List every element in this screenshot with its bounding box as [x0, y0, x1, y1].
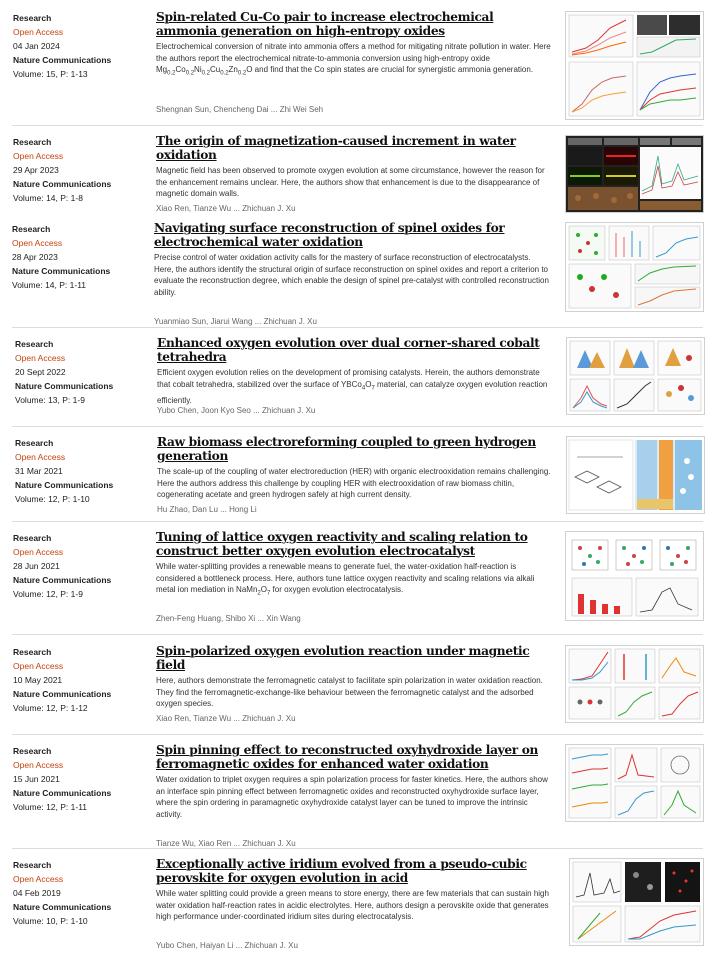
author-list: Yuanmiao Sun, Jiarui Wang ... Zhichuan J. Xu — [154, 317, 317, 326]
publication-date: 20 Sept 2022 — [15, 367, 66, 377]
article-figure-thumbnail[interactable] — [566, 436, 705, 514]
article-content — [157, 435, 555, 514]
abstract-text: material, can catalyze oxygen evolution reaction efficiently. — [157, 379, 548, 405]
author-link[interactable]: Yuanmiao Sun — [154, 317, 207, 326]
publication-date: 10 May 2021 — [13, 675, 63, 685]
open-access-badge: Open Access — [13, 760, 64, 770]
article-meta — [12, 222, 147, 292]
article-type: Research — [13, 533, 52, 543]
article-title-link[interactable]: Exceptionally active iridium evolved from a pseudo-cubic perovskite for oxygen evolution in acid — [156, 857, 527, 885]
article-title-link[interactable]: Spin pinning effect to reconstructed oxyhydroxide layer on ferromagnetic oxides for enhanced water oxidation — [156, 743, 539, 771]
author-link[interactable]: Xiao Ren — [156, 204, 189, 213]
journal-name: Nature Communications — [13, 788, 112, 798]
article-title-link[interactable]: Spin-polarized oxygen evolution reaction under magnetic field — [156, 644, 530, 672]
journal-name: Nature Communications — [15, 381, 114, 391]
chemical-formula: $YBCo_4O_7$ — [340, 379, 375, 392]
article-figure-thumbnail[interactable] — [565, 135, 704, 213]
open-access-badge: Open Access — [13, 151, 64, 161]
article-figure-thumbnail[interactable] — [569, 858, 704, 946]
author-ellipsis: ... — [253, 406, 260, 415]
figure-image — [566, 136, 703, 212]
figure-image — [566, 745, 703, 821]
article-divider — [12, 734, 703, 735]
volume-info: Volume: 15, P: 1-13 — [13, 69, 88, 79]
journal-name: Nature Communications — [13, 575, 112, 585]
author-list: Shengnan Sun, Chencheng Dai ... Zhi Wei Seh — [156, 105, 324, 114]
volume-info: Volume: 12, P: 1-12 — [13, 703, 88, 713]
article-figure-thumbnail[interactable] — [565, 11, 704, 120]
article-content — [157, 336, 555, 415]
abstract-text: for oxygen evolution electrocatalysis. — [270, 585, 404, 595]
article-abstract — [156, 41, 554, 80]
figure-image — [566, 223, 703, 311]
figure-image — [566, 646, 703, 722]
article-figure-thumbnail[interactable] — [565, 531, 704, 621]
open-access-badge: Open Access — [15, 353, 66, 363]
volume-info: Volume: 10, P: 1-10 — [13, 916, 88, 926]
figure-image — [570, 859, 703, 945]
article-type: Research — [12, 224, 51, 234]
article-type: Research — [15, 339, 54, 349]
article-content — [156, 857, 554, 950]
article-type: Research — [13, 647, 52, 657]
journal-name: Nature Communications — [13, 179, 112, 189]
open-access-badge: Open Access — [13, 874, 64, 884]
volume-info: Volume: 14, P: 1-11 — [12, 280, 87, 290]
publication-date: 29 Apr 2023 — [13, 165, 59, 175]
author-link[interactable]: Tianze Wu — [156, 839, 194, 848]
author-ellipsis: ... — [233, 204, 240, 213]
article-type: Research — [13, 860, 52, 870]
chemical-formula: $NaMn_2O_7$ — [236, 585, 271, 597]
author-link[interactable]: Dan Lu — [192, 505, 218, 514]
article-content — [154, 221, 552, 326]
author-list: Tianze Wu, Xiao Ren ... Zhichuan J. Xu — [156, 839, 296, 848]
article-meta — [15, 337, 150, 407]
journal-name: Nature Communications — [15, 480, 114, 490]
publication-date: 04 Jan 2024 — [13, 41, 60, 51]
article-divider — [12, 521, 703, 522]
author-link[interactable]: Zhichuan J. Xu — [263, 317, 317, 326]
article-title-link[interactable]: Enhanced oxygen evolution over dual corner-shared cobalt tetrahedra — [157, 336, 540, 364]
article-abstract: Precise control of water oxidation activity calls for the mastery of surface reconstruction of electrocatalysts. Here, the authors identify the structural origin of surface reconstruction on spinel oxides and report a criterion to evaluate the reconstruction degree, which enable the design of spinel pre-catalyst with controlled reconstruction ability. — [154, 253, 549, 297]
article-content — [156, 10, 554, 114]
article-meta — [13, 744, 148, 814]
publication-date: 28 Apr 2023 — [12, 252, 58, 262]
article-abstract — [157, 367, 555, 406]
open-access-badge: Open Access — [12, 238, 63, 248]
figure-image — [567, 338, 704, 414]
open-access-badge: Open Access — [13, 661, 64, 671]
abstract-text: While water-splitting provides a renewable means to generate fuel, the water-oxidation half-reaction is considered a bottleneck process. Here, authors tune lattice oxygen reactivity and scaling relations via alkali metal ion mediation in — [156, 562, 535, 595]
article-title-link[interactable]: The origin of magnetization-caused increment in water oxidation — [156, 134, 516, 162]
publication-date: 28 Jun 2021 — [13, 561, 60, 571]
article-figure-thumbnail[interactable] — [565, 645, 704, 723]
article-abstract: Magnetic field has been observed to promote oxygen evolution at some circumstance, however the reason for the enhancement remains unclear. Here, the authors show that enhancement is due to the disappearance of magnetic domain walls. — [156, 166, 545, 199]
article-content — [156, 644, 554, 723]
article-abstract: Here, authors demonstrate the ferromagnetic catalyst to facilitate spin polarization in water oxidation reaction. They find the ferromagnetic-exchange-like behaviour between the ferromagnetic catalyst and the adsorbed oxygen species. — [156, 676, 543, 709]
abstract-text: Efficient oxygen evolution relies on the development of promising catalysts. Herein, the authors demonstrate that cobalt tetrahedra, stabilized over the surface of — [157, 368, 540, 389]
author-link[interactable]: Zhi Wei Seh — [279, 105, 324, 114]
article-title-link[interactable]: Spin-related Cu-Co pair to increase electrochemical ammonia generation on high-entropy oxides — [156, 10, 494, 38]
figure-image — [566, 532, 703, 620]
author-link[interactable]: Jiarui Wang — [210, 317, 253, 326]
article-meta — [13, 645, 148, 715]
author-link[interactable]: Tianze Wu — [193, 714, 232, 723]
article-abstract: The scale-up of the coupling of water electroreduction (HER) with organic electrooxidation remains challenging. Here the authors address this challenge by coupling HER with electrooxidation of raw biomass chitin, cogenerating acetate and green hydrogen safely at high current density. — [157, 467, 551, 500]
volume-info: Volume: 13, P: 1-9 — [15, 395, 85, 405]
author-ellipsis: ... — [220, 505, 227, 514]
volume-info: Volume: 12, P: 1-9 — [13, 589, 83, 599]
author-link[interactable]: Chencheng Dai — [213, 105, 269, 114]
article-abstract: Water oxidation to triplet oxygen requires a spin polarization process for faster kinetics. Here, the authors show an interface spin pinning effect between ferromagnetic oxides and reconstructed oxyhydroxide surface layer, where the spin ordering in paramagnetic oxyhydroxide catalyst layer can be tuned to improve the intrinsic activity. — [156, 775, 548, 819]
author-link[interactable]: Shibo Xi — [225, 614, 256, 623]
article-type: Research — [13, 13, 52, 23]
article-meta — [15, 436, 150, 506]
article-type: Research — [15, 438, 54, 448]
author-ellipsis: ... — [235, 941, 243, 950]
abstract-text: and find that the Co spin states are crucial for synergistic ammonia generation. — [252, 65, 534, 75]
article-divider — [12, 426, 703, 427]
publication-date: 15 Jun 2021 — [13, 774, 60, 784]
abstract-text: Electrochemical conversion of nitrate into ammonia offers a method for mitigating nitrate pollution in water. Here the authors report the electrochemical nitrate-to-ammonia conversion using high-entropy oxide — [156, 42, 551, 63]
article-meta — [13, 135, 148, 205]
article-figure-thumbnail[interactable] — [565, 222, 704, 312]
journal-name: Nature Communications — [12, 266, 111, 276]
author-link[interactable]: Zhichuan J. Xu — [242, 204, 296, 213]
author-list: Yubo Chen, Haiyan Li ... Zhichuan J. Xu — [156, 941, 298, 950]
journal-name: Nature Communications — [13, 902, 112, 912]
author-link[interactable]: Yubo Chen — [156, 941, 196, 950]
author-link[interactable]: Yubo Chen — [157, 406, 197, 415]
article-type: Research — [13, 137, 52, 147]
author-list: Xiao Ren, Tianze Wu ... Zhichuan J. Xu — [156, 204, 296, 213]
author-link[interactable]: Hong Li — [229, 505, 257, 514]
article-meta — [13, 531, 148, 601]
figure-image — [567, 437, 704, 513]
article-content — [156, 743, 554, 848]
chemical-formula: $Mg_{0.2}Co_{0.2}Ni_{0.2}Cu_{0.2}Zn_{0.2}O$ — [156, 65, 253, 77]
publication-date: 31 Mar 2021 — [15, 466, 63, 476]
article-content — [156, 530, 554, 623]
author-link[interactable]: Hu Zhao — [157, 505, 188, 514]
author-ellipsis: ... — [270, 105, 278, 114]
author-ellipsis: ... — [233, 839, 241, 848]
author-link[interactable]: Zhen-Feng Huang — [156, 614, 221, 623]
article-abstract: While water splitting could provide a green means to store energy, there are few materials that can sustain high water oxidation half-reaction rates in acidic electrolytes. Here, authors design a perovskite oxide that generates high performance under-coordinated iridium sites during electrocatalysis. — [156, 889, 549, 922]
author-ellipsis: ... — [254, 317, 262, 326]
article-figure-thumbnail[interactable] — [565, 744, 704, 822]
author-link[interactable]: Shengnan Sun — [156, 105, 209, 114]
volume-info: Volume: 12, P: 1-10 — [15, 494, 90, 504]
author-list: Hu Zhao, Dan Lu ... Hong Li — [157, 505, 257, 514]
article-figure-thumbnail[interactable] — [566, 337, 705, 415]
author-link[interactable]: Xiao Ren — [156, 714, 189, 723]
article-divider — [12, 327, 703, 328]
article-content — [156, 134, 554, 213]
open-access-badge: Open Access — [13, 27, 64, 37]
article-divider — [12, 848, 703, 849]
volume-info: Volume: 12, P: 1-11 — [13, 802, 88, 812]
article-title-link[interactable]: Raw biomass electroreforming coupled to green hydrogen generation — [157, 435, 536, 463]
author-link[interactable]: Haiyan Li — [200, 941, 234, 950]
article-title-link[interactable]: Navigating surface reconstruction of spinel oxides for electrochemical water oxidation — [154, 221, 505, 249]
open-access-badge: Open Access — [13, 547, 64, 557]
author-link[interactable]: Xiao Ren — [198, 839, 232, 848]
article-type: Research — [13, 746, 52, 756]
author-link[interactable]: Zhichuan J. Xu — [244, 941, 298, 950]
author-link[interactable]: Zhichuan J. Xu — [262, 406, 316, 415]
journal-name: Nature Communications — [13, 689, 112, 699]
author-link[interactable]: Zhichuan J. Xu — [242, 839, 296, 848]
author-ellipsis: ... — [257, 614, 265, 623]
author-link[interactable]: Zhichuan J. Xu — [242, 714, 296, 723]
open-access-badge: Open Access — [15, 452, 66, 462]
publication-date: 04 Feb 2019 — [13, 888, 61, 898]
article-divider — [12, 634, 703, 635]
article-divider — [12, 125, 703, 126]
author-link[interactable]: Tianze Wu — [193, 204, 232, 213]
author-ellipsis: ... — [233, 714, 240, 723]
author-list: Yubo Chen, Joon Kyo Seo ... Zhichuan J. Xu — [157, 406, 316, 415]
volume-info: Volume: 14, P: 1-8 — [13, 193, 83, 203]
article-abstract — [156, 561, 554, 600]
article-meta — [13, 858, 148, 928]
author-link[interactable]: Xin Wang — [266, 614, 301, 623]
figure-image — [566, 12, 703, 119]
article-meta — [13, 11, 148, 81]
author-list: Xiao Ren, Tianze Wu ... Zhichuan J. Xu — [156, 714, 296, 723]
author-list: Zhen-Feng Huang, Shibo Xi ... Xin Wang — [156, 614, 301, 623]
article-title-link[interactable]: Tuning of lattice oxygen reactivity and scaling relation to construct better oxygen evolution electrocatalyst — [156, 530, 528, 558]
journal-name: Nature Communications — [13, 55, 112, 65]
author-link[interactable]: Joon Kyo Seo — [201, 406, 251, 415]
